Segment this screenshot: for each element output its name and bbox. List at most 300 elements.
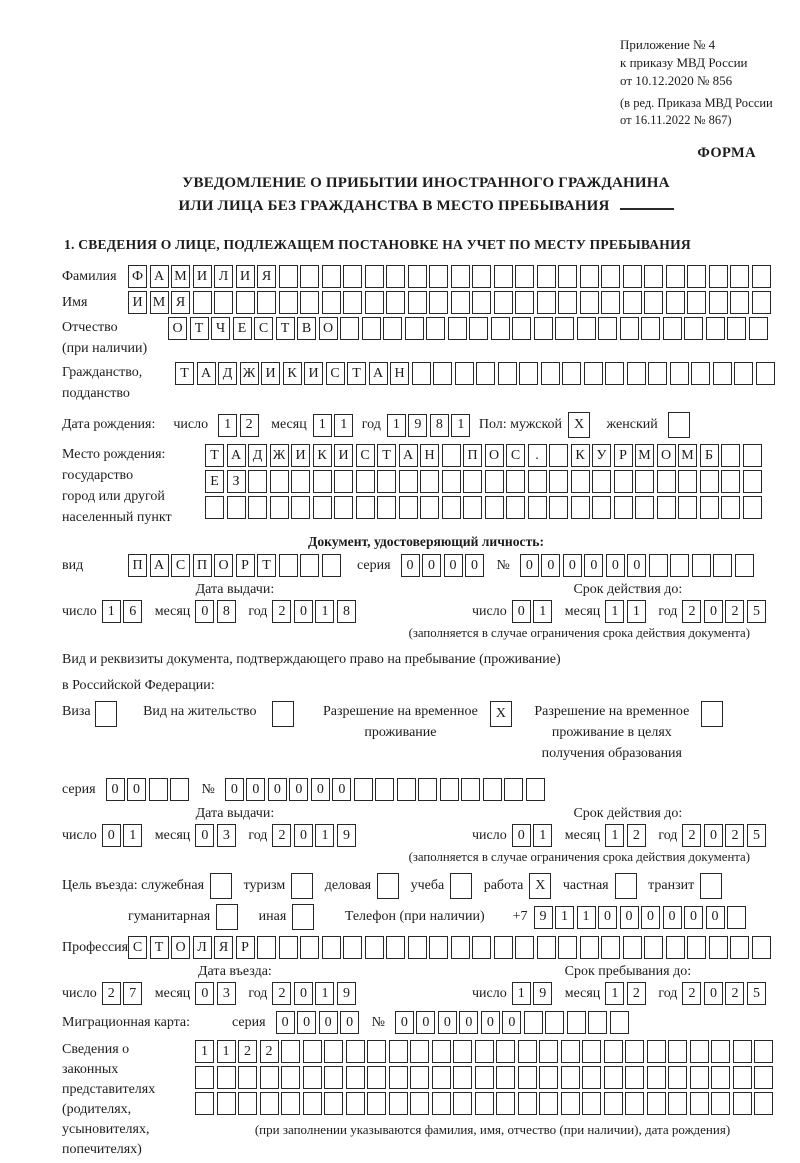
char-cell[interactable] xyxy=(623,291,642,314)
char-cell[interactable] xyxy=(383,317,402,340)
char-cell[interactable] xyxy=(541,362,560,385)
char-cell[interactable] xyxy=(472,265,491,288)
char-cell[interactable]: 0 xyxy=(294,824,313,847)
char-cell[interactable] xyxy=(684,317,703,340)
char-cell[interactable] xyxy=(711,1092,730,1115)
char-cell[interactable] xyxy=(534,317,553,340)
char-cell[interactable]: 0 xyxy=(195,600,214,623)
char-cell[interactable]: П xyxy=(193,554,212,577)
char-cell[interactable]: 2 xyxy=(725,600,744,623)
char-cell[interactable] xyxy=(604,1092,623,1115)
private-checkbox[interactable] xyxy=(615,873,640,899)
char-cell[interactable]: Я xyxy=(257,265,276,288)
char-cell[interactable] xyxy=(451,265,470,288)
char-cell[interactable]: 2 xyxy=(240,414,259,437)
char-cell[interactable]: 0 xyxy=(606,554,625,577)
char-cell[interactable]: 0 xyxy=(289,778,308,801)
char-cell[interactable]: 2 xyxy=(102,982,121,1005)
citizenship-cells[interactable] xyxy=(175,362,777,385)
char-cell[interactable]: 0 xyxy=(246,778,265,801)
char-cell[interactable]: 0 xyxy=(106,778,125,801)
char-cell[interactable] xyxy=(518,1066,537,1089)
char-cell[interactable]: Я xyxy=(171,291,190,314)
char-cell[interactable] xyxy=(690,1040,709,1063)
char-cell[interactable] xyxy=(721,444,740,467)
char-cell[interactable] xyxy=(408,265,427,288)
char-cell[interactable]: С xyxy=(506,444,525,467)
char-cell[interactable]: 0 xyxy=(512,824,531,847)
char-cell[interactable] xyxy=(272,701,294,727)
char-cell[interactable] xyxy=(496,1066,515,1089)
birthplace-row1-cells[interactable] xyxy=(205,444,764,467)
char-cell[interactable]: 0 xyxy=(512,600,531,623)
char-cell[interactable] xyxy=(625,1092,644,1115)
guardians-row1-cells[interactable] xyxy=(195,1040,790,1063)
entry-month-cells[interactable] xyxy=(195,982,238,1005)
char-cell[interactable] xyxy=(539,1040,558,1063)
char-cell[interactable] xyxy=(408,291,427,314)
char-cell[interactable] xyxy=(545,1011,564,1034)
char-cell[interactable] xyxy=(205,496,224,519)
char-cell[interactable]: 0 xyxy=(438,1011,457,1034)
char-cell[interactable] xyxy=(515,936,534,959)
char-cell[interactable]: 0 xyxy=(340,1011,359,1034)
char-cell[interactable]: 0 xyxy=(102,824,121,847)
char-cell[interactable]: 0 xyxy=(704,982,723,1005)
char-cell[interactable]: 1 xyxy=(217,1040,236,1063)
char-cell[interactable]: X xyxy=(568,412,590,438)
char-cell[interactable]: Б xyxy=(700,444,719,467)
char-cell[interactable] xyxy=(291,470,310,493)
char-cell[interactable] xyxy=(657,470,676,493)
char-cell[interactable] xyxy=(711,1066,730,1089)
char-cell[interactable] xyxy=(561,1066,580,1089)
char-cell[interactable]: 1 xyxy=(218,414,237,437)
char-cell[interactable] xyxy=(549,496,568,519)
doc-series-cells[interactable] xyxy=(401,554,487,577)
char-cell[interactable] xyxy=(343,936,362,959)
char-cell[interactable]: 0 xyxy=(704,824,723,847)
char-cell[interactable] xyxy=(377,873,399,899)
char-cell[interactable]: Л xyxy=(193,936,212,959)
char-cell[interactable]: 7 xyxy=(123,982,142,1005)
char-cell[interactable] xyxy=(700,470,719,493)
char-cell[interactable] xyxy=(375,778,394,801)
char-cell[interactable] xyxy=(635,496,654,519)
char-cell[interactable] xyxy=(472,936,491,959)
char-cell[interactable] xyxy=(713,554,732,577)
char-cell[interactable]: 2 xyxy=(272,600,291,623)
surname-cells[interactable] xyxy=(128,265,773,288)
char-cell[interactable] xyxy=(706,317,725,340)
char-cell[interactable] xyxy=(238,1066,257,1089)
temp-residence-checkbox[interactable] xyxy=(490,701,515,727)
char-cell[interactable] xyxy=(625,1066,644,1089)
char-cell[interactable] xyxy=(498,362,517,385)
guardians-row2-cells[interactable] xyxy=(195,1066,790,1089)
char-cell[interactable] xyxy=(248,470,267,493)
char-cell[interactable]: 1 xyxy=(315,824,334,847)
char-cell[interactable] xyxy=(528,496,547,519)
char-cell[interactable]: П xyxy=(463,444,482,467)
char-cell[interactable]: С xyxy=(326,362,345,385)
char-cell[interactable]: 2 xyxy=(725,982,744,1005)
char-cell[interactable] xyxy=(644,291,663,314)
char-cell[interactable] xyxy=(649,554,668,577)
char-cell[interactable] xyxy=(195,1092,214,1115)
char-cell[interactable] xyxy=(448,317,467,340)
char-cell[interactable] xyxy=(644,936,663,959)
char-cell[interactable] xyxy=(195,1066,214,1089)
char-cell[interactable] xyxy=(149,778,168,801)
char-cell[interactable] xyxy=(749,317,768,340)
char-cell[interactable] xyxy=(95,701,117,727)
char-cell[interactable] xyxy=(322,291,341,314)
char-cell[interactable]: У xyxy=(592,444,611,467)
char-cell[interactable]: X xyxy=(529,873,551,899)
char-cell[interactable]: 3 xyxy=(217,982,236,1005)
other-checkbox[interactable] xyxy=(292,904,317,930)
char-cell[interactable] xyxy=(362,317,381,340)
char-cell[interactable] xyxy=(692,554,711,577)
char-cell[interactable] xyxy=(614,496,633,519)
char-cell[interactable]: Е xyxy=(205,470,224,493)
char-cell[interactable] xyxy=(623,265,642,288)
char-cell[interactable]: 2 xyxy=(260,1040,279,1063)
char-cell[interactable] xyxy=(367,1066,386,1089)
entry-year-cells[interactable] xyxy=(272,982,358,1005)
char-cell[interactable] xyxy=(408,936,427,959)
char-cell[interactable] xyxy=(303,1066,322,1089)
char-cell[interactable]: О xyxy=(319,317,338,340)
char-cell[interactable]: 0 xyxy=(459,1011,478,1034)
char-cell[interactable] xyxy=(582,1040,601,1063)
char-cell[interactable]: И xyxy=(291,444,310,467)
char-cell[interactable] xyxy=(601,265,620,288)
char-cell[interactable] xyxy=(455,362,474,385)
char-cell[interactable] xyxy=(504,778,523,801)
char-cell[interactable] xyxy=(367,1040,386,1063)
char-cell[interactable] xyxy=(496,1092,515,1115)
char-cell[interactable] xyxy=(691,362,710,385)
char-cell[interactable] xyxy=(291,496,310,519)
char-cell[interactable]: Р xyxy=(236,554,255,577)
res-valid-day-cells[interactable] xyxy=(512,824,555,847)
char-cell[interactable] xyxy=(506,470,525,493)
char-cell[interactable]: В xyxy=(297,317,316,340)
char-cell[interactable] xyxy=(567,1011,586,1034)
char-cell[interactable] xyxy=(281,1066,300,1089)
char-cell[interactable] xyxy=(238,1092,257,1115)
char-cell[interactable]: К xyxy=(313,444,332,467)
char-cell[interactable] xyxy=(537,265,556,288)
char-cell[interactable] xyxy=(580,265,599,288)
char-cell[interactable] xyxy=(598,317,617,340)
char-cell[interactable]: Ф xyxy=(128,265,147,288)
char-cell[interactable] xyxy=(217,1066,236,1089)
char-cell[interactable]: И xyxy=(193,265,212,288)
char-cell[interactable]: А xyxy=(150,554,169,577)
char-cell[interactable] xyxy=(227,496,246,519)
char-cell[interactable] xyxy=(300,291,319,314)
char-cell[interactable] xyxy=(580,291,599,314)
char-cell[interactable] xyxy=(469,317,488,340)
char-cell[interactable] xyxy=(346,1092,365,1115)
doc-kind-cells[interactable] xyxy=(128,554,343,577)
char-cell[interactable] xyxy=(346,1066,365,1089)
study-checkbox[interactable] xyxy=(450,873,475,899)
char-cell[interactable] xyxy=(678,470,697,493)
char-cell[interactable] xyxy=(506,496,525,519)
char-cell[interactable]: 0 xyxy=(465,554,484,577)
char-cell[interactable] xyxy=(515,265,534,288)
char-cell[interactable] xyxy=(754,1066,773,1089)
char-cell[interactable]: О xyxy=(485,444,504,467)
char-cell[interactable]: Т xyxy=(175,362,194,385)
char-cell[interactable]: З xyxy=(227,470,246,493)
char-cell[interactable] xyxy=(721,496,740,519)
char-cell[interactable] xyxy=(433,362,452,385)
char-cell[interactable] xyxy=(292,904,314,930)
char-cell[interactable] xyxy=(571,496,590,519)
char-cell[interactable] xyxy=(601,936,620,959)
char-cell[interactable]: 9 xyxy=(337,824,356,847)
char-cell[interactable] xyxy=(475,1092,494,1115)
char-cell[interactable] xyxy=(260,1092,279,1115)
char-cell[interactable] xyxy=(389,1092,408,1115)
char-cell[interactable]: Н xyxy=(390,362,409,385)
char-cell[interactable] xyxy=(627,362,646,385)
char-cell[interactable] xyxy=(577,317,596,340)
char-cell[interactable] xyxy=(588,1011,607,1034)
char-cell[interactable] xyxy=(687,291,706,314)
char-cell[interactable]: 0 xyxy=(563,554,582,577)
char-cell[interactable] xyxy=(610,1011,629,1034)
char-cell[interactable] xyxy=(711,1040,730,1063)
char-cell[interactable] xyxy=(743,496,762,519)
char-cell[interactable]: 2 xyxy=(272,982,291,1005)
char-cell[interactable] xyxy=(730,291,749,314)
char-cell[interactable]: 2 xyxy=(272,824,291,847)
char-cell[interactable] xyxy=(322,554,341,577)
char-cell[interactable] xyxy=(367,1092,386,1115)
char-cell[interactable] xyxy=(313,496,332,519)
char-cell[interactable] xyxy=(730,936,749,959)
char-cell[interactable] xyxy=(322,265,341,288)
char-cell[interactable] xyxy=(412,362,431,385)
char-cell[interactable] xyxy=(756,362,775,385)
char-cell[interactable] xyxy=(494,936,513,959)
char-cell[interactable]: 0 xyxy=(584,554,603,577)
char-cell[interactable] xyxy=(555,317,574,340)
char-cell[interactable] xyxy=(512,317,531,340)
doc-issue-year-cells[interactable] xyxy=(272,600,358,623)
res-issue-year-cells[interactable] xyxy=(272,824,358,847)
char-cell[interactable] xyxy=(701,701,723,727)
char-cell[interactable] xyxy=(735,554,754,577)
char-cell[interactable] xyxy=(291,873,313,899)
char-cell[interactable] xyxy=(300,936,319,959)
char-cell[interactable]: 5 xyxy=(747,982,766,1005)
char-cell[interactable] xyxy=(397,778,416,801)
char-cell[interactable] xyxy=(270,470,289,493)
char-cell[interactable]: Е xyxy=(233,317,252,340)
char-cell[interactable] xyxy=(743,470,762,493)
char-cell[interactable]: 1 xyxy=(605,600,624,623)
char-cell[interactable] xyxy=(270,496,289,519)
char-cell[interactable] xyxy=(558,936,577,959)
doc-valid-day-cells[interactable] xyxy=(512,600,555,623)
char-cell[interactable] xyxy=(641,317,660,340)
char-cell[interactable] xyxy=(539,1066,558,1089)
char-cell[interactable] xyxy=(754,1040,773,1063)
char-cell[interactable] xyxy=(485,496,504,519)
char-cell[interactable]: 0 xyxy=(481,1011,500,1034)
char-cell[interactable] xyxy=(334,496,353,519)
char-cell[interactable]: 0 xyxy=(620,906,639,929)
char-cell[interactable]: О xyxy=(171,936,190,959)
char-cell[interactable] xyxy=(476,362,495,385)
char-cell[interactable] xyxy=(752,265,771,288)
char-cell[interactable] xyxy=(687,265,706,288)
char-cell[interactable] xyxy=(558,291,577,314)
char-cell[interactable] xyxy=(279,554,298,577)
mig-number-cells[interactable] xyxy=(395,1011,632,1034)
char-cell[interactable] xyxy=(257,291,276,314)
char-cell[interactable]: Д xyxy=(248,444,267,467)
char-cell[interactable]: 1 xyxy=(451,414,470,437)
char-cell[interactable]: Т xyxy=(150,936,169,959)
char-cell[interactable] xyxy=(592,496,611,519)
char-cell[interactable] xyxy=(734,362,753,385)
char-cell[interactable] xyxy=(420,496,439,519)
char-cell[interactable] xyxy=(519,362,538,385)
doc-valid-month-cells[interactable] xyxy=(605,600,648,623)
doc-number-cells[interactable] xyxy=(520,554,757,577)
char-cell[interactable] xyxy=(303,1040,322,1063)
char-cell[interactable]: Р xyxy=(614,444,633,467)
char-cell[interactable] xyxy=(668,1040,687,1063)
char-cell[interactable] xyxy=(420,470,439,493)
char-cell[interactable] xyxy=(733,1092,752,1115)
char-cell[interactable] xyxy=(451,936,470,959)
char-cell[interactable] xyxy=(601,291,620,314)
char-cell[interactable] xyxy=(399,470,418,493)
char-cell[interactable]: 0 xyxy=(444,554,463,577)
char-cell[interactable]: Ч xyxy=(211,317,230,340)
char-cell[interactable] xyxy=(346,1040,365,1063)
char-cell[interactable]: 1 xyxy=(195,1040,214,1063)
char-cell[interactable] xyxy=(365,291,384,314)
char-cell[interactable] xyxy=(300,265,319,288)
char-cell[interactable]: 0 xyxy=(195,982,214,1005)
char-cell[interactable]: А xyxy=(150,265,169,288)
char-cell[interactable] xyxy=(666,291,685,314)
char-cell[interactable]: Л xyxy=(214,265,233,288)
char-cell[interactable]: 2 xyxy=(682,600,701,623)
char-cell[interactable]: 8 xyxy=(337,600,356,623)
char-cell[interactable]: 1 xyxy=(577,906,596,929)
char-cell[interactable] xyxy=(214,291,233,314)
residence-permit-checkbox[interactable] xyxy=(272,701,297,727)
char-cell[interactable]: 1 xyxy=(334,414,353,437)
char-cell[interactable] xyxy=(389,1066,408,1089)
char-cell[interactable] xyxy=(279,291,298,314)
char-cell[interactable]: Р xyxy=(236,936,255,959)
char-cell[interactable] xyxy=(528,470,547,493)
char-cell[interactable] xyxy=(678,496,697,519)
char-cell[interactable] xyxy=(752,936,771,959)
char-cell[interactable]: О xyxy=(168,317,187,340)
char-cell[interactable] xyxy=(354,778,373,801)
char-cell[interactable] xyxy=(389,1040,408,1063)
char-cell[interactable] xyxy=(666,265,685,288)
char-cell[interactable]: И xyxy=(261,362,280,385)
char-cell[interactable] xyxy=(743,444,762,467)
char-cell[interactable] xyxy=(491,317,510,340)
char-cell[interactable] xyxy=(647,1092,666,1115)
char-cell[interactable] xyxy=(365,265,384,288)
char-cell[interactable]: 3 xyxy=(217,824,236,847)
char-cell[interactable]: Н xyxy=(420,444,439,467)
char-cell[interactable] xyxy=(453,1066,472,1089)
char-cell[interactable]: 1 xyxy=(315,600,334,623)
char-cell[interactable]: И xyxy=(128,291,147,314)
char-cell[interactable]: К xyxy=(571,444,590,467)
char-cell[interactable] xyxy=(217,1092,236,1115)
sex-female-checkbox[interactable] xyxy=(668,412,693,438)
char-cell[interactable]: 0 xyxy=(704,600,723,623)
char-cell[interactable] xyxy=(260,1066,279,1089)
char-cell[interactable]: 9 xyxy=(337,982,356,1005)
char-cell[interactable]: 9 xyxy=(534,906,553,929)
purpose-official-checkbox[interactable] xyxy=(210,873,235,899)
char-cell[interactable] xyxy=(561,1092,580,1115)
char-cell[interactable] xyxy=(668,1066,687,1089)
birthplace-row3-cells[interactable] xyxy=(205,496,764,519)
char-cell[interactable]: 0 xyxy=(627,554,646,577)
char-cell[interactable] xyxy=(668,412,690,438)
char-cell[interactable] xyxy=(281,1092,300,1115)
char-cell[interactable] xyxy=(324,1066,343,1089)
char-cell[interactable] xyxy=(279,936,298,959)
char-cell[interactable]: О xyxy=(214,554,233,577)
res-valid-month-cells[interactable] xyxy=(605,824,648,847)
char-cell[interactable] xyxy=(399,496,418,519)
char-cell[interactable] xyxy=(300,554,319,577)
tourism-checkbox[interactable] xyxy=(291,873,316,899)
doc-valid-year-cells[interactable] xyxy=(682,600,768,623)
char-cell[interactable]: 0 xyxy=(706,906,725,929)
char-cell[interactable]: М xyxy=(150,291,169,314)
char-cell[interactable]: М xyxy=(171,265,190,288)
char-cell[interactable] xyxy=(377,496,396,519)
char-cell[interactable]: 2 xyxy=(725,824,744,847)
char-cell[interactable] xyxy=(668,1092,687,1115)
char-cell[interactable] xyxy=(571,470,590,493)
char-cell[interactable]: 0 xyxy=(416,1011,435,1034)
name-cells[interactable] xyxy=(128,291,773,314)
stay-day-cells[interactable] xyxy=(512,982,555,1005)
char-cell[interactable] xyxy=(700,873,722,899)
char-cell[interactable] xyxy=(453,1092,472,1115)
char-cell[interactable] xyxy=(386,265,405,288)
phone-cells[interactable] xyxy=(534,906,749,929)
char-cell[interactable] xyxy=(210,873,232,899)
char-cell[interactable] xyxy=(405,317,424,340)
char-cell[interactable] xyxy=(526,778,545,801)
char-cell[interactable]: Д xyxy=(218,362,237,385)
